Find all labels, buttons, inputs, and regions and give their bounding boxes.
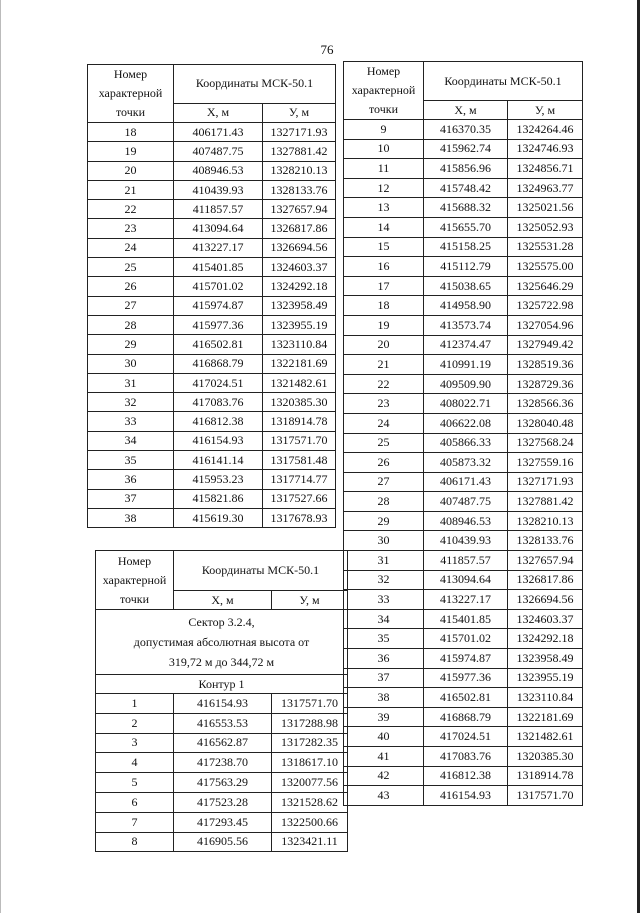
table-row <box>344 394 583 414</box>
table-row <box>344 276 583 296</box>
point-number-cell: 3 <box>96 733 174 753</box>
point-number-cell: 13 <box>344 198 424 218</box>
x-coordinate-cell: 416562.87 <box>174 733 272 753</box>
point-number-cell: 1 <box>96 694 174 714</box>
table-row <box>88 200 336 219</box>
point-number-cell: 23 <box>88 219 174 238</box>
point-number-cell: 32 <box>88 393 174 412</box>
y-coordinate-cell: 1324746.93 <box>508 139 583 159</box>
y-coordinate-cell: 1326694.56 <box>508 590 583 610</box>
table-row <box>88 393 336 412</box>
point-number-cell: 26 <box>344 453 424 473</box>
y-coordinate-cell: 1324603.37 <box>508 609 583 629</box>
y-coordinate-cell: 1317714.77 <box>263 470 336 489</box>
y-coordinate-cell: 1328210.13 <box>263 161 336 180</box>
y-coordinate-cell: 1323955.19 <box>508 668 583 688</box>
point-number-cell: 29 <box>344 511 424 531</box>
point-number-cell: 17 <box>344 276 424 296</box>
table-row <box>344 296 583 316</box>
coordinates-table-left-top <box>87 64 336 528</box>
y-coordinate-cell: 1328566.36 <box>508 394 583 414</box>
point-number-cell: 16 <box>344 257 424 277</box>
y-coordinate-cell: 1324603.37 <box>263 258 336 277</box>
x-coordinate-cell: 416141.14 <box>174 451 263 470</box>
x-coordinate-cell: 415688.32 <box>424 198 508 218</box>
table-row <box>344 688 583 708</box>
x-coordinate-cell: 411857.57 <box>424 551 508 571</box>
table-row <box>344 159 583 179</box>
table-row <box>96 733 348 753</box>
coordinates-table-left-bottom <box>95 550 348 852</box>
x-coordinate-cell: 415619.30 <box>174 508 263 527</box>
table-row <box>344 727 583 747</box>
y-coordinate-cell: 1317571.70 <box>263 431 336 450</box>
table-row <box>344 551 583 571</box>
x-coordinate-cell: 406171.43 <box>424 472 508 492</box>
table-row <box>344 590 583 610</box>
y-coordinate-cell: 1325052.93 <box>508 217 583 237</box>
point-number-cell: 40 <box>344 727 424 747</box>
y-coordinate-cell: 1322500.66 <box>272 812 348 832</box>
point-number-cell: 19 <box>88 142 174 161</box>
table-row <box>88 451 336 470</box>
x-coordinate-cell: 415401.85 <box>424 609 508 629</box>
point-number-cell: 11 <box>344 159 424 179</box>
table-row <box>96 832 348 852</box>
table-row <box>344 707 583 727</box>
table-row <box>88 219 336 238</box>
header-coordinates: Координаты МСК-50.1 <box>174 65 336 104</box>
table-row <box>88 142 336 161</box>
point-number-cell: 41 <box>344 747 424 767</box>
point-number-cell: 29 <box>88 335 174 354</box>
table-row <box>88 335 336 354</box>
y-coordinate-cell: 1327568.24 <box>508 433 583 453</box>
y-coordinate-cell: 1318914.78 <box>263 412 336 431</box>
y-coordinate-cell: 1325531.28 <box>508 237 583 257</box>
sector-line-1: Сектор 3.2.4, <box>188 615 255 629</box>
y-coordinate-cell: 1321482.61 <box>263 373 336 392</box>
table-row <box>344 668 583 688</box>
table-row <box>344 217 583 237</box>
x-coordinate-cell: 413094.64 <box>424 570 508 590</box>
y-coordinate-cell: 1323110.84 <box>508 688 583 708</box>
point-number-cell: 15 <box>344 237 424 257</box>
x-coordinate-cell: 410439.93 <box>174 180 263 199</box>
y-coordinate-cell: 1327881.42 <box>508 492 583 512</box>
y-coordinate-cell: 1317571.70 <box>508 786 583 806</box>
table-row <box>88 123 336 142</box>
x-coordinate-cell: 416154.93 <box>174 694 272 714</box>
y-coordinate-cell: 1321528.62 <box>272 792 348 812</box>
table-row <box>344 747 583 767</box>
y-coordinate-cell: 1324856.71 <box>508 159 583 179</box>
x-coordinate-cell: 417024.51 <box>424 727 508 747</box>
x-coordinate-cell: 416154.93 <box>174 431 263 450</box>
table-row <box>344 629 583 649</box>
table-row <box>344 198 583 218</box>
table-row <box>344 472 583 492</box>
header-x: X, м <box>424 101 508 120</box>
table-row <box>344 609 583 629</box>
point-number-cell: 25 <box>88 258 174 277</box>
x-coordinate-cell: 415701.02 <box>424 629 508 649</box>
header-point: Номер характерной точки <box>344 62 424 120</box>
table-row <box>344 178 583 198</box>
point-number-cell: 18 <box>88 123 174 142</box>
point-number-cell: 10 <box>344 139 424 159</box>
y-coordinate-cell: 1328519.36 <box>508 355 583 375</box>
point-number-cell: 36 <box>88 470 174 489</box>
point-number-cell: 25 <box>344 433 424 453</box>
point-number-cell: 21 <box>344 355 424 375</box>
table-row <box>344 649 583 669</box>
x-coordinate-cell: 408946.53 <box>174 161 263 180</box>
y-coordinate-cell: 1327559.16 <box>508 453 583 473</box>
x-coordinate-cell: 413094.64 <box>174 219 263 238</box>
point-number-cell: 23 <box>344 394 424 414</box>
y-coordinate-cell: 1328040.48 <box>508 413 583 433</box>
x-coordinate-cell: 415974.87 <box>424 649 508 669</box>
x-coordinate-cell: 416553.53 <box>174 713 272 733</box>
y-coordinate-cell: 1320385.30 <box>263 393 336 412</box>
x-coordinate-cell: 416502.81 <box>174 335 263 354</box>
y-coordinate-cell: 1322181.69 <box>508 707 583 727</box>
header-point: Номер характерной точки <box>96 551 174 610</box>
x-coordinate-cell: 415962.74 <box>424 139 508 159</box>
y-coordinate-cell: 1317678.93 <box>263 508 336 527</box>
header-coordinates: Координаты МСК-50.1 <box>424 62 583 101</box>
point-number-cell: 39 <box>344 707 424 727</box>
point-number-cell: 20 <box>88 161 174 180</box>
x-coordinate-cell: 415748.42 <box>424 178 508 198</box>
table-row <box>88 508 336 527</box>
x-coordinate-cell: 413573.74 <box>424 315 508 335</box>
y-coordinate-cell: 1320385.30 <box>508 747 583 767</box>
table-row <box>344 315 583 335</box>
point-number-cell: 38 <box>344 688 424 708</box>
x-coordinate-cell: 412374.47 <box>424 335 508 355</box>
point-number-cell: 35 <box>88 451 174 470</box>
y-coordinate-cell: 1322181.69 <box>263 354 336 373</box>
header-y: У, м <box>272 591 348 610</box>
y-coordinate-cell: 1323110.84 <box>263 335 336 354</box>
point-number-cell: 33 <box>344 590 424 610</box>
y-coordinate-cell: 1325722.98 <box>508 296 583 316</box>
y-coordinate-cell: 1324264.46 <box>508 120 583 140</box>
y-coordinate-cell: 1327054.96 <box>508 315 583 335</box>
point-number-cell: 34 <box>88 431 174 450</box>
y-coordinate-cell: 1317581.48 <box>263 451 336 470</box>
x-coordinate-cell: 406171.43 <box>174 123 263 142</box>
x-coordinate-cell: 415821.86 <box>174 489 263 508</box>
point-number-cell: 32 <box>344 570 424 590</box>
point-number-cell: 9 <box>344 120 424 140</box>
table-row <box>344 139 583 159</box>
point-number-cell: 28 <box>88 315 174 334</box>
table-row <box>344 570 583 590</box>
point-number-cell: 7 <box>96 812 174 832</box>
x-coordinate-cell: 415974.87 <box>174 296 263 315</box>
point-number-cell: 18 <box>344 296 424 316</box>
header-y: У, м <box>508 101 583 120</box>
x-coordinate-cell: 415655.70 <box>424 217 508 237</box>
point-number-cell: 22 <box>344 374 424 394</box>
x-coordinate-cell: 408946.53 <box>424 511 508 531</box>
point-number-cell: 33 <box>88 412 174 431</box>
x-coordinate-cell: 415401.85 <box>174 258 263 277</box>
table-row <box>344 257 583 277</box>
y-coordinate-cell: 1328133.76 <box>508 531 583 551</box>
y-coordinate-cell: 1324963.77 <box>508 178 583 198</box>
x-coordinate-cell: 416812.38 <box>424 766 508 786</box>
table-row <box>88 470 336 489</box>
y-coordinate-cell: 1324292.18 <box>508 629 583 649</box>
x-coordinate-cell: 416502.81 <box>424 688 508 708</box>
point-number-cell: 43 <box>344 786 424 806</box>
contour-label: Контур 1 <box>96 675 348 694</box>
header-x: X, м <box>174 591 272 610</box>
table-row <box>344 335 583 355</box>
y-coordinate-cell: 1327657.94 <box>508 551 583 571</box>
x-coordinate-cell: 411857.57 <box>174 200 263 219</box>
point-number-cell: 22 <box>88 200 174 219</box>
y-coordinate-cell: 1324292.18 <box>263 277 336 296</box>
y-coordinate-cell: 1326817.86 <box>263 219 336 238</box>
x-coordinate-cell: 414958.90 <box>424 296 508 316</box>
point-number-cell: 21 <box>88 180 174 199</box>
x-coordinate-cell: 415977.36 <box>424 668 508 688</box>
y-coordinate-cell: 1323958.49 <box>263 296 336 315</box>
y-coordinate-cell: 1317282.35 <box>272 733 348 753</box>
point-number-cell: 36 <box>344 649 424 669</box>
y-coordinate-cell: 1327171.93 <box>263 123 336 142</box>
y-coordinate-cell: 1317527.66 <box>263 489 336 508</box>
y-coordinate-cell: 1318617.10 <box>272 753 348 773</box>
table-row <box>344 492 583 512</box>
table-row <box>88 277 336 296</box>
y-coordinate-cell: 1327657.94 <box>263 200 336 219</box>
y-coordinate-cell: 1318914.78 <box>508 766 583 786</box>
point-number-cell: 30 <box>88 354 174 373</box>
header-coordinates: Координаты МСК-50.1 <box>174 551 348 591</box>
point-number-cell: 2 <box>96 713 174 733</box>
table-row <box>344 374 583 394</box>
table-row <box>96 792 348 812</box>
point-number-cell: 27 <box>344 472 424 492</box>
coordinates-table-right <box>343 61 583 806</box>
table-row <box>96 773 348 793</box>
point-number-cell: 37 <box>88 489 174 508</box>
table-row <box>96 713 348 733</box>
x-coordinate-cell: 416868.79 <box>174 354 263 373</box>
x-coordinate-cell: 405866.33 <box>424 433 508 453</box>
x-coordinate-cell: 417024.51 <box>174 373 263 392</box>
y-coordinate-cell: 1317288.98 <box>272 713 348 733</box>
point-number-cell: 27 <box>88 296 174 315</box>
table-row <box>88 315 336 334</box>
x-coordinate-cell: 417523.28 <box>174 792 272 812</box>
y-coordinate-cell: 1326694.56 <box>263 238 336 257</box>
point-number-cell: 4 <box>96 753 174 773</box>
table-row <box>88 258 336 277</box>
table-row <box>88 431 336 450</box>
y-coordinate-cell: 1326817.86 <box>508 570 583 590</box>
x-coordinate-cell: 416154.93 <box>424 786 508 806</box>
table-row <box>96 812 348 832</box>
table-row <box>88 180 336 199</box>
x-coordinate-cell: 415953.23 <box>174 470 263 489</box>
x-coordinate-cell: 413227.17 <box>424 590 508 610</box>
point-number-cell: 31 <box>88 373 174 392</box>
table-row <box>96 694 348 714</box>
x-coordinate-cell: 409509.90 <box>424 374 508 394</box>
x-coordinate-cell: 415112.79 <box>424 257 508 277</box>
table-row <box>344 511 583 531</box>
y-coordinate-cell: 1328210.13 <box>508 511 583 531</box>
point-number-cell: 14 <box>344 217 424 237</box>
point-number-cell: 31 <box>344 551 424 571</box>
x-coordinate-cell: 416812.38 <box>174 412 263 431</box>
point-number-cell: 42 <box>344 766 424 786</box>
x-coordinate-cell: 415856.96 <box>424 159 508 179</box>
table-row <box>344 786 583 806</box>
y-coordinate-cell: 1325646.29 <box>508 276 583 296</box>
x-coordinate-cell: 417563.29 <box>174 773 272 793</box>
point-number-cell: 6 <box>96 792 174 812</box>
x-coordinate-cell: 407487.75 <box>424 492 508 512</box>
table-row <box>344 237 583 257</box>
point-number-cell: 8 <box>96 832 174 852</box>
header-x: X, м <box>174 103 263 122</box>
table-row <box>344 531 583 551</box>
table-row <box>88 373 336 392</box>
y-coordinate-cell: 1323955.19 <box>263 315 336 334</box>
x-coordinate-cell: 415038.65 <box>424 276 508 296</box>
table-row <box>344 355 583 375</box>
x-coordinate-cell: 415158.25 <box>424 237 508 257</box>
y-coordinate-cell: 1321482.61 <box>508 727 583 747</box>
table-row <box>88 161 336 180</box>
point-number-cell: 12 <box>344 178 424 198</box>
y-coordinate-cell: 1317571.70 <box>272 694 348 714</box>
x-coordinate-cell: 410991.19 <box>424 355 508 375</box>
point-number-cell: 37 <box>344 668 424 688</box>
table-row <box>88 238 336 257</box>
x-coordinate-cell: 410439.93 <box>424 531 508 551</box>
sector-line-3: 319,72 м до 344,72 м <box>168 655 275 669</box>
point-number-cell: 20 <box>344 335 424 355</box>
page-edge-left <box>0 0 1 913</box>
y-coordinate-cell: 1328729.36 <box>508 374 583 394</box>
point-number-cell: 19 <box>344 315 424 335</box>
sector-description <box>96 610 348 675</box>
x-coordinate-cell: 417083.76 <box>174 393 263 412</box>
y-coordinate-cell: 1323958.49 <box>508 649 583 669</box>
y-coordinate-cell: 1320077.56 <box>272 773 348 793</box>
x-coordinate-cell: 415701.02 <box>174 277 263 296</box>
point-number-cell: 24 <box>88 238 174 257</box>
y-coordinate-cell: 1325021.56 <box>508 198 583 218</box>
x-coordinate-cell: 416905.56 <box>174 832 272 852</box>
table-row <box>344 766 583 786</box>
header-point: Номер характерной точки <box>88 65 174 123</box>
table-row <box>344 413 583 433</box>
y-coordinate-cell: 1327171.93 <box>508 472 583 492</box>
y-coordinate-cell: 1327949.42 <box>508 335 583 355</box>
point-number-cell: 24 <box>344 413 424 433</box>
point-number-cell: 26 <box>88 277 174 296</box>
page-number: 76 <box>320 42 334 57</box>
x-coordinate-cell: 417238.70 <box>174 753 272 773</box>
y-coordinate-cell: 1328133.76 <box>263 180 336 199</box>
x-coordinate-cell: 416868.79 <box>424 707 508 727</box>
table-row <box>88 489 336 508</box>
y-coordinate-cell: 1325575.00 <box>508 257 583 277</box>
sector-line-2: допустимая абсолютная высота от <box>133 635 310 649</box>
point-number-cell: 28 <box>344 492 424 512</box>
table-row <box>88 354 336 373</box>
x-coordinate-cell: 413227.17 <box>174 238 263 257</box>
x-coordinate-cell: 408022.71 <box>424 394 508 414</box>
point-number-cell: 30 <box>344 531 424 551</box>
point-number-cell: 35 <box>344 629 424 649</box>
table-row <box>344 433 583 453</box>
y-coordinate-cell: 1327881.42 <box>263 142 336 161</box>
table-row <box>88 296 336 315</box>
table-row <box>344 120 583 140</box>
x-coordinate-cell: 405873.32 <box>424 453 508 473</box>
x-coordinate-cell: 406622.08 <box>424 413 508 433</box>
header-y: У, м <box>263 103 336 122</box>
point-number-cell: 34 <box>344 609 424 629</box>
point-number-cell: 38 <box>88 508 174 527</box>
x-coordinate-cell: 416370.35 <box>424 120 508 140</box>
table-row <box>88 412 336 431</box>
x-coordinate-cell: 415977.36 <box>174 315 263 334</box>
table-row <box>96 753 348 773</box>
x-coordinate-cell: 417083.76 <box>424 747 508 767</box>
table-row <box>344 453 583 473</box>
x-coordinate-cell: 407487.75 <box>174 142 263 161</box>
y-coordinate-cell: 1323421.11 <box>272 832 348 852</box>
x-coordinate-cell: 417293.45 <box>174 812 272 832</box>
point-number-cell: 5 <box>96 773 174 793</box>
